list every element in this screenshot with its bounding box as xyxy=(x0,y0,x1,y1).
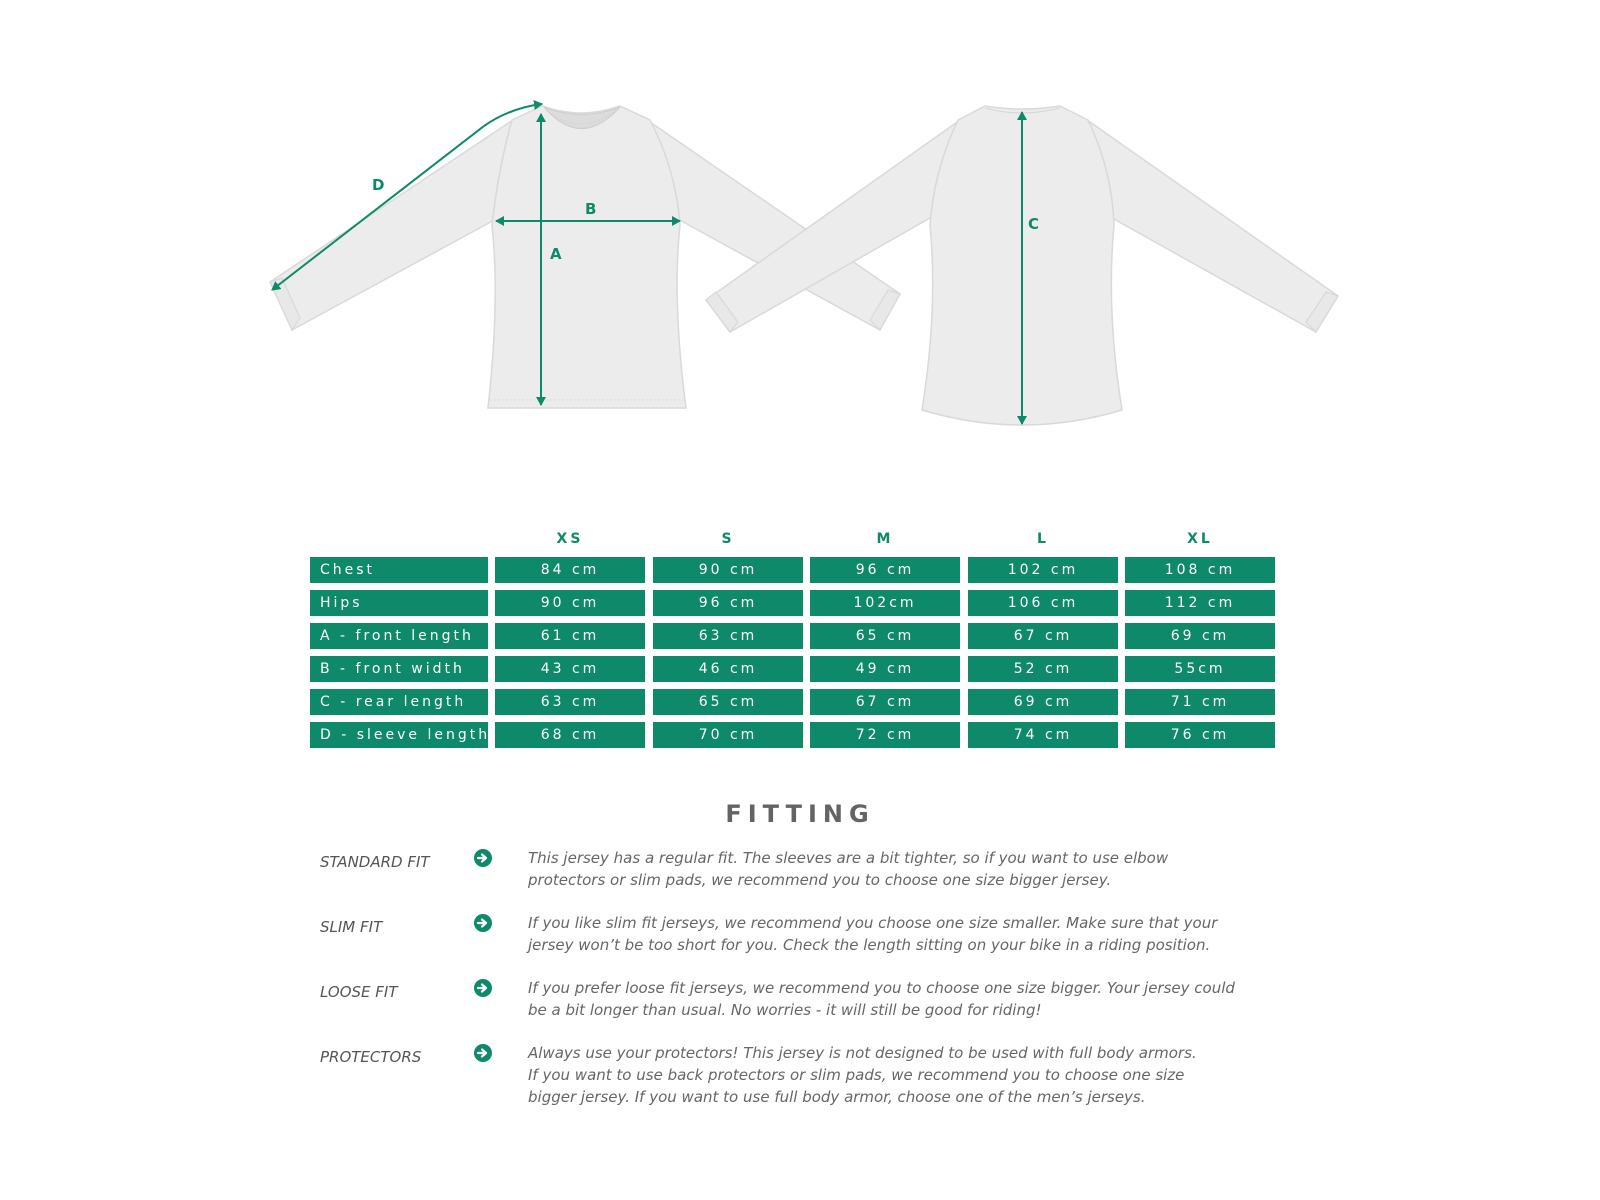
fit-description-line: bigger jersey. If you want to use full body armor, choose one of the men’s jerseys. xyxy=(528,1088,1146,1106)
size-header-s: S xyxy=(721,531,735,547)
row-label-front-length: A - front length xyxy=(310,623,488,649)
fit-description xyxy=(528,977,1248,1021)
fit-description-line: be a bit longer than usual. No worries - it will still be good for riding! xyxy=(528,1001,1042,1019)
table-cell: 102cm xyxy=(810,590,960,616)
row-label-sleeve-length: D - sleeve length xyxy=(310,722,488,748)
size-header-xl: XL xyxy=(1187,531,1213,547)
fit-description xyxy=(528,1042,1248,1108)
table-cell: 67 cm xyxy=(968,623,1118,649)
row-label-chest: Chest xyxy=(310,557,488,583)
table-cell: 76 cm xyxy=(1125,722,1275,748)
fit-name: PROTECTORS xyxy=(320,1048,422,1066)
fit-description-line: jersey won’t be too short for you. Check the length sitting on your bike in a riding position. xyxy=(528,936,1211,954)
table-cell: 106 cm xyxy=(968,590,1118,616)
table-cell: 102 cm xyxy=(968,557,1118,583)
arrow-right-circle-icon xyxy=(474,979,492,997)
front-body xyxy=(488,106,686,408)
fit-name: SLIM FIT xyxy=(320,918,383,936)
table-cell: 112 cm xyxy=(1125,590,1275,616)
fit-name: LOOSE FIT xyxy=(320,983,398,1001)
fit-description-line: If you like slim fit jerseys, we recommend you choose one size smaller. Make sure that your xyxy=(528,914,1218,932)
measure-c-label: C xyxy=(1028,215,1040,233)
table-cell: 65 cm xyxy=(653,689,803,715)
table-cell: 61 cm xyxy=(495,623,645,649)
table-cell: 69 cm xyxy=(968,689,1118,715)
fit-description xyxy=(528,847,1248,891)
row-label-rear-length: C - rear length xyxy=(310,689,488,715)
fit-description-line: This jersey has a regular fit. The sleeves are a bit tighter, so if you want to use elbow xyxy=(528,849,1169,867)
measure-b-label: B xyxy=(585,200,597,218)
table-cell: 90 cm xyxy=(495,590,645,616)
table-cell: 63 cm xyxy=(495,689,645,715)
fitting-title: FITTING xyxy=(725,800,875,828)
table-cell: 90 cm xyxy=(653,557,803,583)
measure-d-label: D xyxy=(372,176,385,194)
fit-description xyxy=(528,912,1248,956)
table-cell: 96 cm xyxy=(653,590,803,616)
arrow-right-circle-icon xyxy=(474,914,492,932)
table-cell: 65 cm xyxy=(810,623,960,649)
table-cell: 46 cm xyxy=(653,656,803,682)
table-cell: 74 cm xyxy=(968,722,1118,748)
table-cell: 67 cm xyxy=(810,689,960,715)
table-cell: 63 cm xyxy=(653,623,803,649)
table-cell: 96 cm xyxy=(810,557,960,583)
table-cell: 84 cm xyxy=(495,557,645,583)
fit-description-line: If you prefer loose fit jerseys, we recommend you to choose one size bigger. Your jersey could xyxy=(528,979,1235,997)
table-cell: 71 cm xyxy=(1125,689,1275,715)
fit-description-line: protectors or slim pads, we recommend you to choose one size bigger jersey. xyxy=(528,871,1112,889)
size-header-m: M xyxy=(876,531,894,547)
fit-name: STANDARD FIT xyxy=(320,853,430,871)
arrow-right-circle-icon xyxy=(474,849,492,867)
size-header-l: L xyxy=(1037,531,1049,547)
table-cell: 49 cm xyxy=(810,656,960,682)
table-cell: 69 cm xyxy=(1125,623,1275,649)
table-cell: 55cm xyxy=(1125,656,1275,682)
measure-a-label: A xyxy=(550,245,562,263)
table-cell: 68 cm xyxy=(495,722,645,748)
fit-description-line: If you want to use back protectors or slim pads, we recommend you to choose one size xyxy=(528,1066,1185,1084)
table-cell: 70 cm xyxy=(653,722,803,748)
row-label-front-width: B - front width xyxy=(310,656,488,682)
table-cell: 43 cm xyxy=(495,656,645,682)
size-header-xs: XS xyxy=(556,531,584,547)
table-cell: 52 cm xyxy=(968,656,1118,682)
table-cell: 108 cm xyxy=(1125,557,1275,583)
arrow-right-circle-icon xyxy=(474,1044,492,1062)
fit-description-line: Always use your protectors! This jersey is not designed to be used with full body armors. xyxy=(528,1044,1197,1062)
row-label-hips: Hips xyxy=(310,590,488,616)
jersey-measurement-diagram xyxy=(0,0,1600,470)
table-cell: 72 cm xyxy=(810,722,960,748)
